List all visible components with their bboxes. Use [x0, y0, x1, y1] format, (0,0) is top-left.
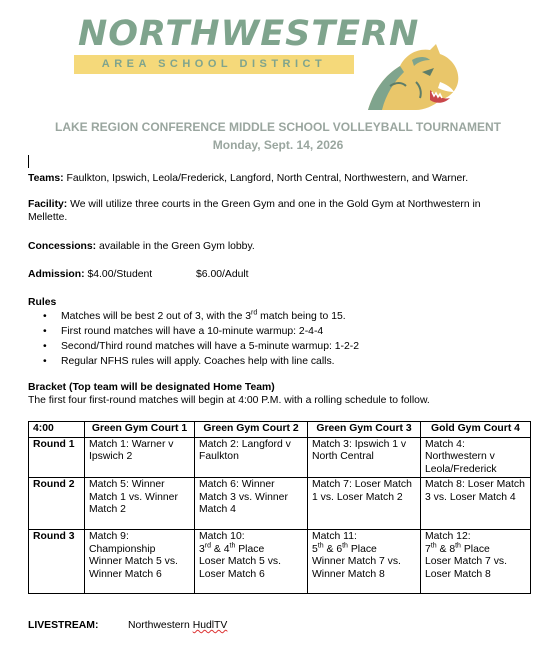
match-cell: Match 3: Ipswich 1 v North Central	[308, 437, 421, 478]
livestream-value: Northwestern HudlTV	[128, 620, 228, 631]
court-header: Green Gym Court 2	[195, 422, 308, 438]
round-label: Round 3	[29, 530, 85, 594]
teams-text: Faulkton, Ipswich, Leola/Frederick, Langford, North Central, Northwestern, and Warner.	[63, 173, 469, 184]
teams-paragraph	[28, 172, 528, 185]
text-cursor	[28, 155, 29, 168]
concessions-label: Concessions:	[28, 241, 97, 252]
match-cell: Match 6: Winner Match 3 vs. Winner Match 4	[195, 478, 308, 530]
rules-list	[28, 309, 359, 369]
rules-item: • Regular NFHS rules will apply. Coaches help with line calls.	[43, 356, 335, 367]
time-header: 4:00	[29, 422, 85, 438]
court-header: Gold Gym Court 4	[421, 422, 531, 438]
match-cell: Match 1: Warner v Ipswich 2	[85, 437, 195, 478]
concessions-paragraph	[28, 240, 528, 253]
table-row	[29, 437, 531, 478]
bracket-heading: Bracket (Top team will be designated Home Team)	[28, 382, 275, 393]
table-header-row	[29, 422, 531, 438]
table-row	[29, 478, 531, 530]
facility-paragraph	[28, 198, 520, 224]
logo-wordmark: NORTHWESTERN	[78, 14, 420, 54]
round-label: Round 2	[29, 478, 85, 530]
match-cell: Match 9: Championship Winner Match 5 vs. Winner Match 6	[85, 530, 195, 594]
facility-label: Facility:	[28, 199, 68, 210]
match-cell: Match 10: 3rd & 4th Place Loser Match 5 vs. Loser Match 6	[195, 530, 308, 594]
rules-item: • First round matches will have a 10-minute warmup: 2-4-4	[43, 326, 324, 337]
match-cell: Match 12: 7th & 8th Place Loser Match 7 vs. Loser Match 8	[421, 530, 531, 594]
rules-heading: Rules	[28, 297, 57, 308]
teams-label: Teams:	[28, 173, 64, 184]
rules-item: • Matches will be best 2 out of 3, with the 3rd match being to 15.	[43, 309, 346, 322]
admission-adult: $6.00/Adult	[196, 269, 249, 280]
wildcat-mascot-icon	[360, 42, 462, 112]
concessions-text: available in the Green Gym lobby.	[96, 241, 255, 252]
livestream-label: LIVESTREAM:	[28, 620, 99, 631]
admission-student: $4.00/Student	[84, 269, 153, 280]
round-label: Round 1	[29, 437, 85, 478]
tournament-title: LAKE REGION CONFERENCE MIDDLE SCHOOL VOLLEYBALL TOURNAMENT	[54, 120, 501, 134]
match-cell: Match 4: Northwestern v Leola/Frederick	[421, 437, 531, 478]
livestream-link[interactable]: HudlTV	[192, 620, 228, 631]
court-header: Green Gym Court 1	[85, 422, 195, 438]
match-cell: Match 8: Loser Match 3 vs. Loser Match 4	[421, 478, 531, 530]
admission-label: Admission:	[28, 269, 85, 280]
bracket-table	[28, 421, 531, 594]
rules-item: • Second/Third round matches will have a 5-minute warmup: 1-2-2	[43, 341, 360, 352]
court-header: Green Gym Court 3	[308, 422, 421, 438]
logo-subtitle: AREA SCHOOL DISTRICT	[101, 58, 327, 70]
match-cell: Match 7: Loser Match 1 vs. Loser Match 2	[308, 478, 421, 530]
match-cell: Match 2: Langford v Faulkton	[195, 437, 308, 478]
match-cell: Match 11: 5th & 6th Place Winner Match 7 vs. Winner Match 8	[308, 530, 421, 594]
table-row	[29, 530, 531, 594]
bracket-intro: The first four first-round matches will begin at 4:00 P.M. with a rolling schedule to follow.	[28, 395, 430, 406]
match-cell: Match 5: Winner Match 1 vs. Winner Match 2	[85, 478, 195, 530]
facility-text: We will utilize three courts in the Green Gym and one in the Gold Gym at Northwestern in Mellette.	[28, 199, 481, 223]
tournament-date: Monday, Sept. 14, 2026	[212, 138, 344, 152]
